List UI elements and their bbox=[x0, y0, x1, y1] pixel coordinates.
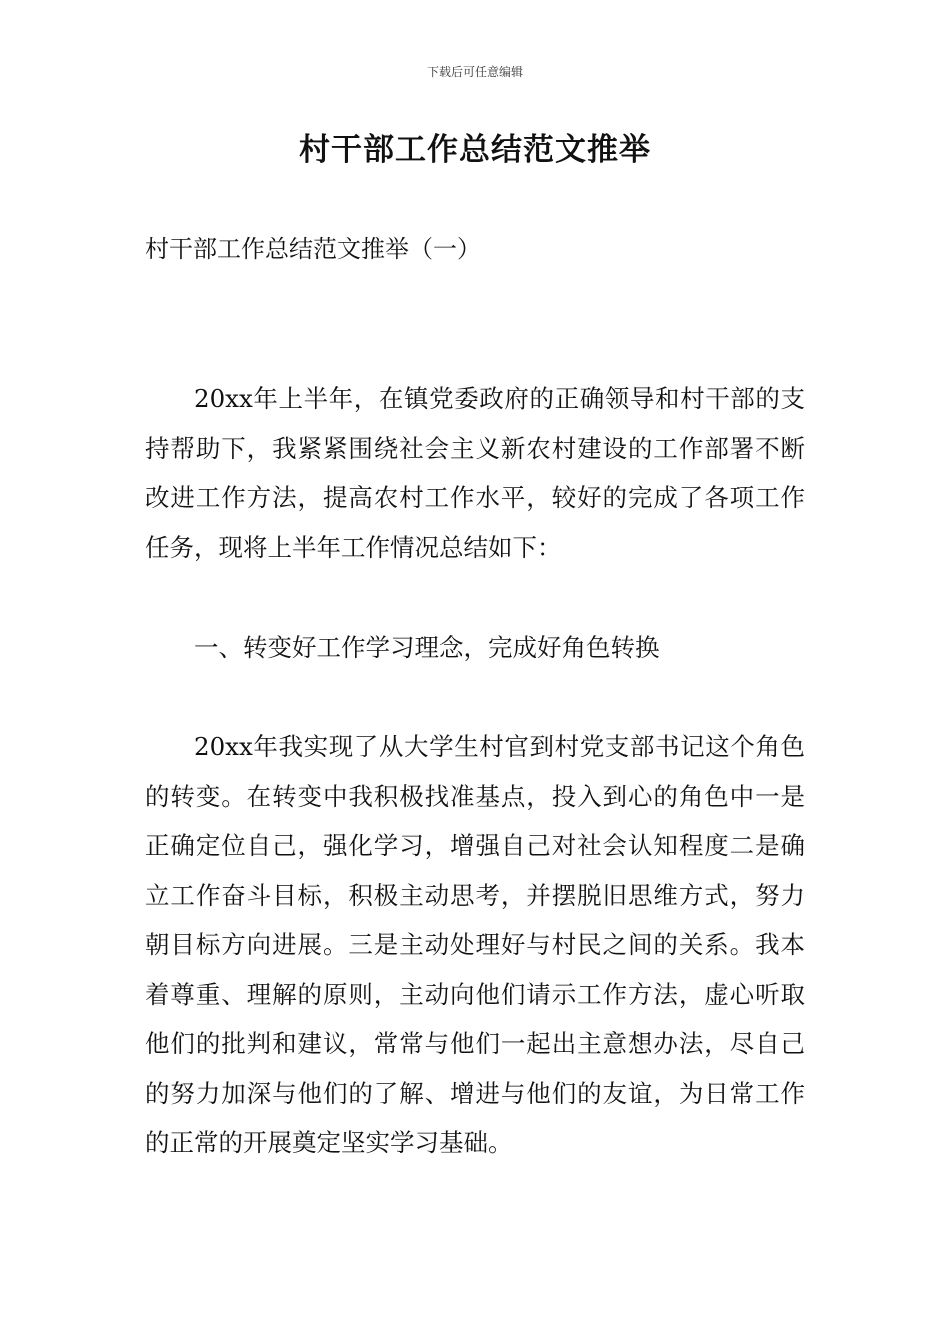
paragraph-intro: 20xx年上半年，在镇党委政府的正确领导和村干部的支持帮助下，我紧紧围绕社会主义新农村建设的工作部署不断改进工作方法，提高农村工作水平，较好的完成了各项工作任务，现将上半年工作情况总结如下： bbox=[145, 384, 805, 562]
section-heading-1: 一、转变好工作学习理念，完成好角色转换 bbox=[194, 633, 660, 662]
document-subtitle: 村干部工作总结范文推举（一） bbox=[145, 235, 481, 263]
paragraph-role-change: 20xx年我实现了从大学生村官到村党支部书记这个角色的转变。在转变中我积极找准基点，投入到心的角色中一是正确定位自己，强化学习，增强自己对社会认知程度二是确立工作奋斗目标，积极主动思考，并摆脱旧思维方式，努力朝目标方向进展。三是主动处理好与村民之间的关系。我本着尊重、理解的原则，主动向他们请示工作方法，虚心听取他们的批判和建议，常常与他们一起出主意想办法，尽自己的努力加深与他们的了解、增进与他们的友谊，为日常工作的正常的开展奠定坚实学习基础。 bbox=[145, 732, 805, 1157]
page-header-note: 下载后可任意编辑 bbox=[426, 65, 523, 79]
document-title: 村干部工作总结范文推举 bbox=[299, 132, 651, 168]
